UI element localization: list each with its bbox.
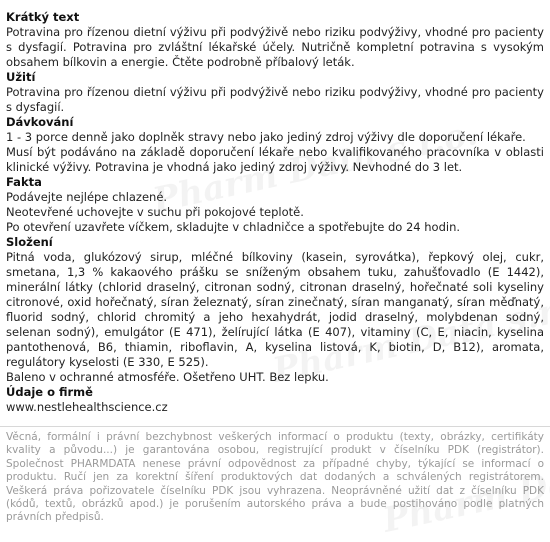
disclaimer-footer: Věcná, formální i právní bezchybnost veškerých informací o produktu (texty, obrázky, certifikáty kvality a původu...) je garantována osobou, registrující produkt v číselníku PDK (registrátor). Společnost PHARMDATA nenese právní odpovědnost za případné chyby, týkající se informací o produktu. Ručí jen za korektní šíření produktových dat dodaných a schválených registrátorem. Veškerá práva pořizovatele číselníku PDK jsou vyhrazena. Neoprávněné užití dat z číselníku PDK (kódů, textů, obrázků apod.) je porušením autorského práva a bude postihováno podle platných právních předpisů. xyxy=(6,431,544,524)
footer-divider xyxy=(0,426,550,427)
section-title: Užití xyxy=(6,70,36,84)
section-paragraph: Baleno v ochranné atmosféře. Ošetřeno UHT. Bez lepku. xyxy=(6,370,329,384)
company-website: www.nestlehealthscience.cz xyxy=(6,400,168,414)
section-title: Dávkování xyxy=(6,115,74,129)
section-paragraph: Pitná voda, glukózový sirup, mléčné bílkoviny (kasein, syrovátka), řepkový olej, cukr, smetana, 1,3 % kakaového prášku se sníženým obsahem tuku, zahušťovadlo (E 1442), minerální látky (chlorid draselný, citronan sodný, citronan draselný, hořečnaté soli kyseliny citronové, oxid hořečnatý, síran železnatý, síran zinečnatý, síran manganatý, síran měďnatý, fluorid sodný, chlorid chromitý a jeho hexahydrát, jodid draselný, molybdenan sodný, selenan sodný), emulgátor (E 471), želírující látka (E 407), vitaminy (C, E, niacin, kyselina pantothenová, B6, thiamin, riboflavin, A, kyselina listová, K, biotin, D, B12), aromata, regulátory kyselosti (E 330, E 525). xyxy=(6,250,544,369)
section-dosage xyxy=(6,115,544,175)
section-paragraph: Podávejte nejlépe chlazené. xyxy=(6,190,168,204)
section-facts xyxy=(6,175,544,235)
section-paragraph: Musí být podáváno na základě doporučení lékaře nebo kvalifikovaného pracovníka v oblasti klinické výživy. Potravina je vhodná jako jediný zdroj výživy. Nevhodné do 3 let. xyxy=(6,145,544,174)
section-usage xyxy=(6,70,544,115)
section-paragraph: Po otevření uzavřete víčkem, skladujte v chladničce a spotřebujte do 24 hodin. xyxy=(6,220,461,234)
section-title: Krátký text xyxy=(6,10,80,24)
section-short-text xyxy=(6,10,544,70)
section-paragraph: Potravina pro řízenou dietní výživu při podvýživě nebo riziku podvýživy, vhodné pro pacienty s dysfagií. Potravina pro zvláštní lékařské účely. Nutričně kompletní potravina s vysokým obsahem bílkovin a energie. Čtěte podrobně příbalový leták. xyxy=(6,25,544,69)
section-title: Složení xyxy=(6,235,53,249)
section-title: Údaje o firmě xyxy=(6,385,93,399)
section-paragraph: 1 - 3 porce denně jako doplněk stravy nebo jako jediný zdroj výživy dle doporučení lékaře. xyxy=(6,130,526,144)
section-composition xyxy=(6,235,544,385)
section-title: Fakta xyxy=(6,175,42,189)
section-paragraph: Neotevřené uchovejte v suchu při pokojové teplotě. xyxy=(6,205,304,219)
section-paragraph: Potravina pro řízenou dietní výživu při podvýživě nebo riziku podvýživy, vhodné pro pacienty s dysfagií. xyxy=(6,85,544,114)
section-company xyxy=(6,385,544,415)
product-info-document xyxy=(6,10,544,415)
